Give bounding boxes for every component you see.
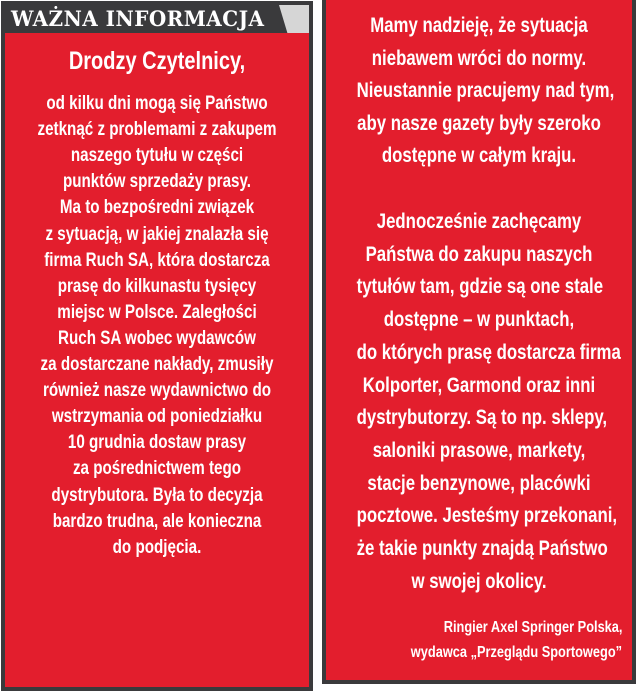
text-line: dystrybutora. Była to decyzja (51, 484, 263, 506)
text-line: Państwa do zakupu naszych (365, 242, 593, 266)
text-line: dostępne – w punktach, (383, 308, 575, 332)
text-line: tytułów tam, gdzie są one stale (356, 275, 604, 299)
text-line: za pośrednictwem tego (72, 458, 242, 480)
greeting: Drodzy Czytelnicy, (68, 47, 246, 75)
text-line: Kolporter, Garmond oraz inni (362, 373, 596, 397)
text-line: pocztowe. Jesteśmy przekonani, (356, 504, 618, 528)
text-line: saloniki prasowe, markety, (372, 438, 586, 462)
text-line: miejsc w Polsce. Zaległości (57, 301, 257, 323)
text-line: aby nasze gazety były szeroko (357, 111, 601, 135)
text-line: Ma to bezpośredni związek (59, 197, 255, 219)
text-line: 10 grudnia dostaw prasy (67, 432, 247, 454)
text-line: do podjęcia. (112, 536, 202, 558)
text-line: do których prasę dostarcza firma (356, 340, 621, 364)
text-line: wstrzymania od poniedziałku (51, 406, 263, 428)
text-line: naszego tytułu w części (70, 145, 244, 167)
text-line: od kilku dni mogą się Państwo (46, 93, 268, 114)
text-line: dystrybutorzy. Są to np. sklepy, (356, 406, 608, 430)
text-line: punktów sprzedaży prasy. (62, 171, 252, 193)
text-line: w swojej okolicy. (411, 569, 547, 593)
text-line: Jednocześnie zachęcamy (376, 210, 582, 233)
notice-header-title: WAŻNA INFORMACJA (11, 6, 265, 31)
header-corner-decoration (279, 5, 309, 33)
text-line: niebawem wróci do normy. (371, 46, 587, 70)
text-line: Nieustannie pracujemy nad tym, (356, 79, 615, 103)
text-line: bardzo trudna, ale konieczna (52, 510, 262, 532)
text-line: prasę do kilkunastu tysięcy (57, 275, 257, 297)
text-line: Ruch SA wobec wydawców (58, 327, 256, 349)
text-line: z sytuacją, w jakiej znalazła się (45, 223, 269, 245)
signature-line-2: wydawca „Przeglądu Sportowego” (410, 644, 622, 661)
text-line: stacje benzynowe, placówki (367, 471, 591, 495)
text-line: Mamy nadzieję, że sytuacja (370, 14, 588, 37)
text-line: również nasze wydawnictwo do (42, 380, 272, 402)
text-line: za dostarczane nakłady, zmusiły (40, 354, 274, 375)
notice-left-column (1, 1, 313, 691)
text-line: dostępne w całym kraju. (381, 144, 577, 168)
notice-right-column (322, 0, 636, 684)
signature-line-1: Ringier Axel Springer Polska, (443, 619, 622, 636)
text-line: że takie punkty znajdą Państwo (356, 537, 608, 560)
text-line: zetknąć z problemami z zakupem (37, 119, 277, 141)
notice-header (5, 5, 309, 33)
text-line: firma Ruch SA, która dostarcza (44, 249, 270, 271)
